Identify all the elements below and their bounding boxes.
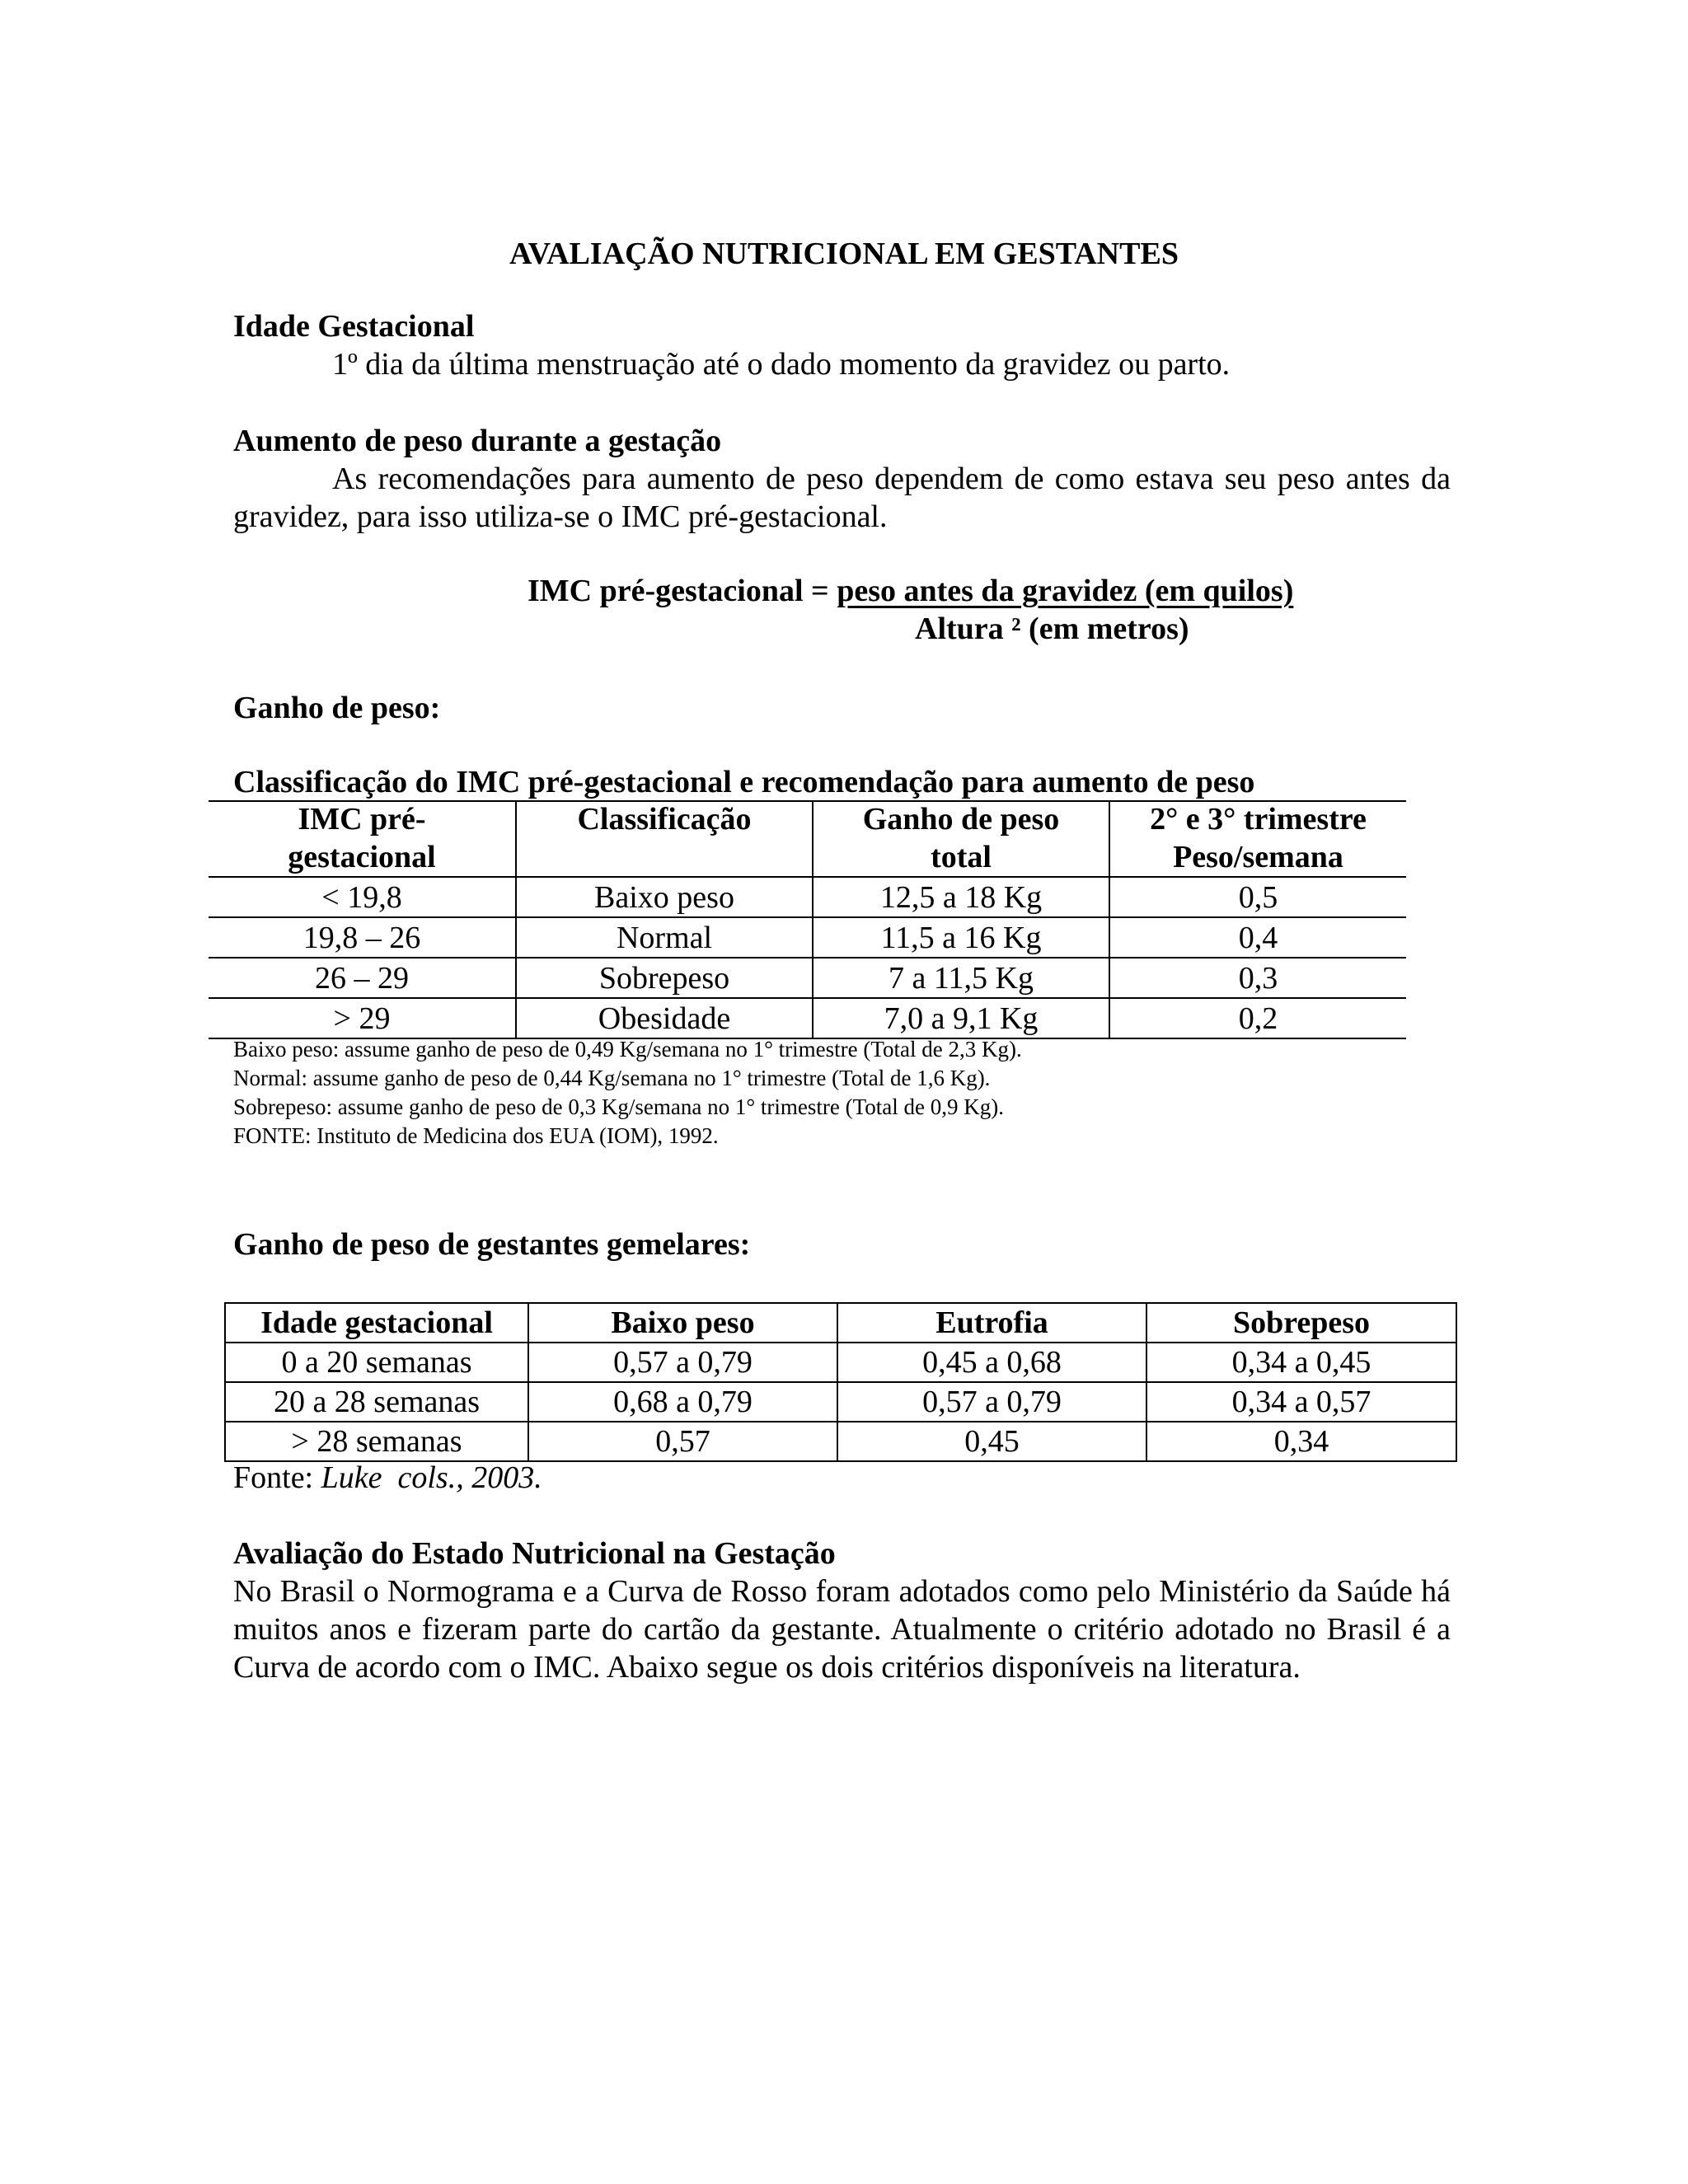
table-cell: 11,5 a 16 Kg <box>813 917 1109 958</box>
table-cell: 0,57 a 0,79 <box>528 1343 837 1382</box>
table-cell: 0,2 <box>1109 998 1406 1038</box>
header-text: gestacional <box>288 840 436 874</box>
table2-header-cell: Eutrofia <box>837 1303 1146 1343</box>
twin-weight-gain-table <box>224 1302 1457 1462</box>
table-cell: 0,3 <box>1109 958 1406 998</box>
formula-numerator: peso antes da gravidez (em quilos) <box>837 574 1294 608</box>
table1-header-cell <box>516 800 813 877</box>
heading-gemelares: Ganho de peso de gestantes gemelares: <box>233 1227 751 1262</box>
table-cell: 0,34 <box>1146 1422 1456 1461</box>
table-cell: 0,68 a 0,79 <box>528 1382 837 1422</box>
table-cell: 20 a 28 semanas <box>225 1382 528 1422</box>
table2-header-row <box>225 1303 1456 1343</box>
table1-note: Normal: assume ganho de peso de 0,44 Kg/semana no 1° trimestre (Total de 1,6 Kg). <box>233 1066 991 1090</box>
table1-note: Baixo peso: assume ganho de peso de 0,49 Kg/semana no 1° trimestre (Total de 2,3 Kg). <box>233 1037 1022 1062</box>
imc-formula-numerator-line <box>528 573 1293 609</box>
table-row <box>225 1382 1456 1422</box>
avaliacao-text: No Brasil o Normograma e a Curva de Rosso foram adotados como pelo Ministério da Saúde há muitos anos e fizeram parte do cartão da gestante. Atualmente o critério adotado no Brasil é a Curva de acordo com o IMC. Abaixo segue os dois critérios disponíveis na literatura. <box>233 1574 1451 1685</box>
table2-header-cell: Baixo peso <box>528 1303 837 1343</box>
header-text: IMC pré- <box>298 802 426 837</box>
table-cell: Sobrepeso <box>516 958 813 998</box>
heading-aumento-peso: Aumento de peso durante a gestação <box>233 424 722 458</box>
table-cell: 0,34 a 0,45 <box>1146 1343 1456 1382</box>
table-row <box>209 917 1406 958</box>
table2-source <box>233 1460 542 1496</box>
table-row <box>225 1343 1456 1382</box>
table-cell: Obesidade <box>516 998 813 1038</box>
table-cell: Baixo peso <box>516 877 813 917</box>
table1-header-cell <box>1109 800 1406 877</box>
table-cell: < 19,8 <box>209 877 516 917</box>
header-text: Ganho de peso <box>862 802 1060 837</box>
idade-gestacional-text: 1º dia da última menstruação até o dado momento da gravidez ou parto. <box>332 347 1231 382</box>
table1-header-row <box>209 800 1406 877</box>
table-cell: 0,34 a 0,57 <box>1146 1382 1456 1422</box>
table-cell: 0,45 <box>837 1422 1146 1461</box>
heading-ganho-peso: Ganho de peso: <box>233 691 441 725</box>
table1-note: Sobrepeso: assume ganho de peso de 0,3 Kg/semana no 1° trimestre (Total de 0,9 Kg). <box>233 1094 1004 1119</box>
table-cell: 19,8 – 26 <box>209 917 516 958</box>
table-cell: 7,0 a 9,1 Kg <box>813 998 1109 1038</box>
table1-source: FONTE: Instituto de Medicina dos EUA (IOM), 1992. <box>233 1123 719 1148</box>
header-text: Peso/semana <box>1173 840 1343 874</box>
header-text: 2° e 3° trimestre <box>1150 802 1367 837</box>
aumento-peso-text: As recomendações para aumento de peso dependem de como estava seu peso antes da gravidez, para isso utiliza-se o IMC pré-gestacional. <box>233 462 1451 534</box>
table1-header-cell <box>209 800 516 877</box>
header-text: Classificação <box>577 802 752 837</box>
formula-lhs: IMC pré-gestacional = <box>528 574 837 608</box>
table-row <box>225 1422 1456 1461</box>
table1-header-cell <box>813 800 1109 877</box>
table-cell: 0 a 20 semanas <box>225 1343 528 1382</box>
source-label: Fonte: <box>233 1460 321 1495</box>
table2-header-cell: Idade gestacional <box>225 1303 528 1343</box>
table-cell: Normal <box>516 917 813 958</box>
page-title: AVALIAÇÃO NUTRICIONAL EM GESTANTES <box>509 237 1179 271</box>
header-text: total <box>931 840 992 874</box>
heading-idade-gestacional: Idade Gestacional <box>233 309 475 344</box>
table1-caption: Classificação do IMC pré-gestacional e recomendação para aumento de peso <box>233 765 1255 799</box>
table-cell: 0,57 <box>528 1422 837 1461</box>
table-cell: 0,5 <box>1109 877 1406 917</box>
table-cell: 12,5 a 18 Kg <box>813 877 1109 917</box>
table-cell: > 29 <box>209 998 516 1038</box>
source-reference: Luke cols., 2003. <box>321 1460 542 1495</box>
table-row <box>209 998 1406 1038</box>
table2-header-cell: Sobrepeso <box>1146 1303 1456 1343</box>
table-row <box>209 958 1406 998</box>
table-cell: > 28 semanas <box>225 1422 528 1461</box>
table-cell: 0,45 a 0,68 <box>837 1343 1146 1382</box>
table-cell: 7 a 11,5 Kg <box>813 958 1109 998</box>
table-cell: 26 – 29 <box>209 958 516 998</box>
table-cell: 0,57 a 0,79 <box>837 1382 1146 1422</box>
heading-avaliacao-estado-nutricional: Avaliação do Estado Nutricional na Gestação <box>233 1536 836 1571</box>
formula-denominator: Altura ² (em metros) <box>915 612 1189 646</box>
table-row <box>209 877 1406 917</box>
table-cell: 0,4 <box>1109 917 1406 958</box>
